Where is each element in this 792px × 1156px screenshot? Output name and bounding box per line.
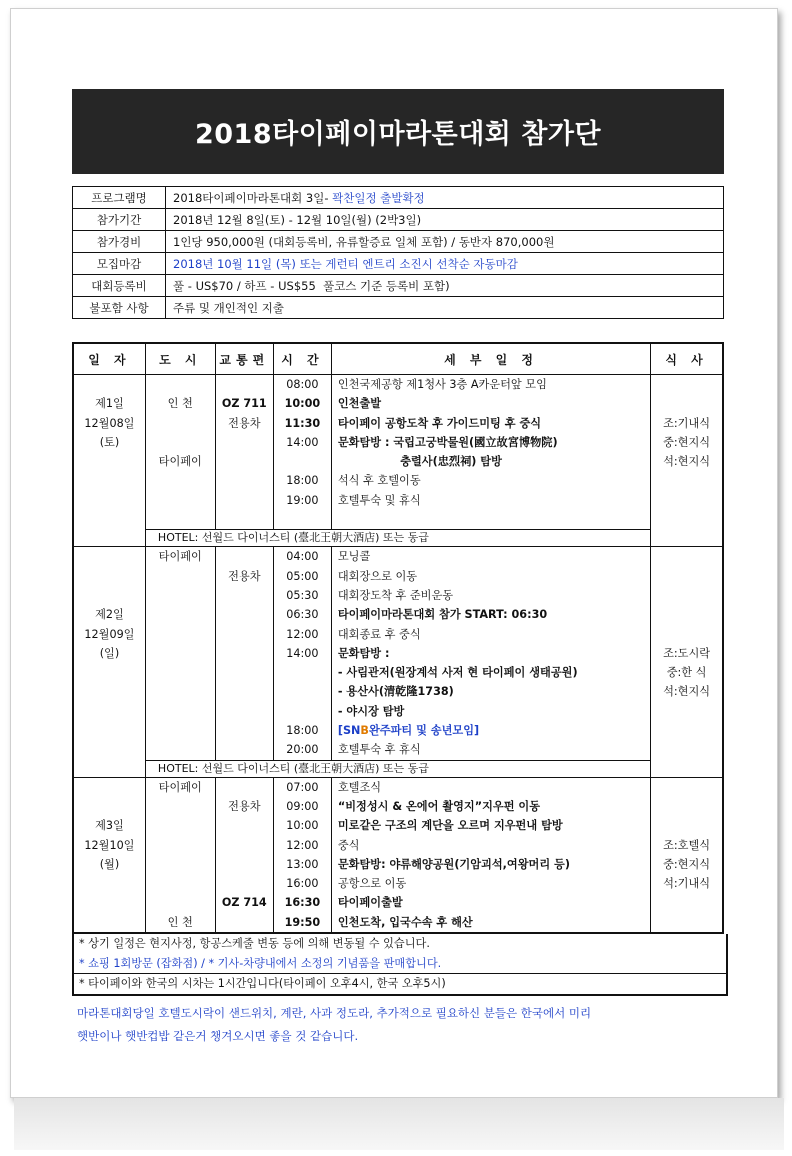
schedule-item: [338, 414, 650, 433]
schedule-item: [338, 394, 650, 413]
schedule-item: [338, 452, 650, 471]
schedule-time: [274, 682, 331, 701]
cell-line: 타이페이: [158, 780, 202, 794]
schedule-time: 12:00: [286, 627, 319, 641]
cell-line: [216, 874, 273, 893]
schedule-item: [338, 663, 650, 682]
text-part: 타이페이마라톤대회 참가 START: 06:30: [337, 608, 548, 622]
schedule-time: 05:30: [286, 588, 319, 602]
schedule-item: [338, 625, 650, 644]
schedule-item: [338, 855, 650, 874]
hotel-info: HOTEL: 선월드 다이너스티 (臺北王朝大酒店) 또는 동급: [145, 760, 650, 777]
cell-line: [216, 375, 273, 394]
schedule-time: 10:00: [284, 397, 321, 411]
cell-line: [651, 394, 722, 413]
schedule-time: 19:50: [284, 915, 321, 929]
footer-line: 햇반이나 햇반컵밥 같은거 챙겨오시면 좋을 것 같습니다.: [77, 1028, 359, 1043]
cell-line: [651, 375, 722, 394]
header-city: 도 시: [145, 343, 215, 375]
cell-line: [146, 414, 215, 433]
cell-line: 인 천: [167, 397, 193, 411]
cell-line: [651, 567, 722, 586]
text-part: 2018타이페이마라톤대회 3일-: [173, 190, 333, 205]
schedule-item: [338, 491, 650, 510]
info-row: [73, 209, 724, 231]
schedule-item: [338, 605, 650, 624]
schedule-time: 06:30: [286, 608, 319, 622]
text-part: - 야시장 탐방: [337, 704, 405, 718]
cell-line: [216, 913, 273, 932]
cell-line: [651, 586, 722, 605]
schedule-item: [338, 816, 650, 835]
hotel-row: [73, 760, 723, 777]
info-label: 대회등록비: [73, 275, 166, 297]
text-part: 인천도착, 입국수속 후 해산: [337, 915, 473, 929]
cell-line: [216, 491, 273, 510]
text-part: 2018년 12월 8일(토) - 12월 10일(월) (2박3일): [173, 212, 422, 227]
cell-line: [146, 797, 215, 816]
cell-line: [146, 816, 215, 835]
schedule-item: [338, 874, 650, 893]
cell-line: [216, 433, 273, 452]
cell-line: 타이페이: [158, 550, 202, 564]
text-part: 인천출발: [337, 397, 382, 411]
text-part: 호텔투숙 및 휴식: [337, 493, 421, 507]
text-part: 꽉찬일정 출발확정: [332, 190, 425, 205]
schedule-item: [338, 913, 650, 932]
cell-line: 인 천: [167, 915, 193, 929]
schedule-item: [338, 471, 650, 490]
cell-line: [74, 375, 145, 394]
day-meals-cell: [651, 375, 723, 530]
cell-line: 12월10일: [84, 838, 135, 852]
day-meals-cell: [651, 547, 723, 760]
cell-line: 조:기내식: [663, 416, 711, 430]
text-part: 인천국제공항 제1청사 3층 A카운터앞 모임: [337, 378, 547, 391]
cell-line: (월): [99, 857, 120, 871]
cell-line: 중:현지식: [663, 435, 711, 449]
program-info-table: [72, 186, 724, 319]
hotel-meal-spacer: [651, 530, 723, 547]
cell-line: [216, 836, 273, 855]
cell-line: [74, 797, 145, 816]
cell-line: 전용차: [228, 569, 261, 583]
text-part: 중식: [337, 838, 360, 852]
cell-line: [146, 491, 215, 510]
cell-line: [216, 510, 273, 529]
cell-line: [74, 586, 145, 605]
hotel-row: [73, 530, 723, 547]
text-part: 주류 및 개인적인 지출: [173, 300, 284, 315]
footer-line: 마라톤대회당일 호텔도시락이 샌드위치, 계란, 사과 정도라, 추가적으로 필요하신 분들은 한국에서 미리: [77, 1005, 592, 1020]
schedule-item: [338, 778, 650, 797]
day-transport-cell: [215, 777, 273, 933]
cell-line: 조:도시락: [663, 646, 711, 660]
cell-line: [216, 547, 273, 566]
schedule-item: [338, 644, 650, 663]
text-part: 미로같은 구조의 계단을 오르며 지우펀내 탐방: [337, 819, 563, 833]
day-meals-cell: [651, 777, 723, 933]
schedule-item: [338, 797, 650, 816]
info-row: [73, 231, 724, 253]
cell-line: 석:기내식: [663, 877, 711, 891]
cell-line: [651, 816, 722, 835]
info-value: [166, 297, 724, 319]
day-row: [73, 777, 723, 933]
schedule-item: [338, 702, 650, 721]
info-label: 모집마감: [73, 253, 166, 275]
day-transport-cell: [215, 547, 273, 760]
cell-line: [651, 797, 722, 816]
cell-line: 12월08일: [84, 416, 135, 430]
cell-line: [651, 625, 722, 644]
schedule-time: 04:00: [286, 550, 319, 564]
cell-line: [216, 778, 273, 797]
text-part: 공항으로 이동: [337, 877, 407, 891]
itinerary-table: [72, 342, 724, 934]
cell-line: 중:현지식: [663, 857, 711, 871]
hotel-spacer: [73, 530, 145, 547]
cell-line: [651, 605, 722, 624]
note-line: * 타이페이와 한국의 시차는 1시간입니다(타이페이 오후4시, 한국 오후5시): [74, 973, 726, 994]
header-date: 일 자: [73, 343, 145, 375]
cell-line: [216, 471, 273, 490]
text-part: 풀 - US$70 / 하프 - US$55 풀코스 기준 등록비 포함): [173, 278, 450, 293]
schedule-time: 14:00: [286, 646, 319, 660]
day-details-cell: [331, 547, 650, 760]
schedule-item: [338, 375, 650, 394]
notes-box: [72, 934, 728, 996]
info-value: [166, 209, 724, 231]
cell-line: 조:호텔식: [663, 838, 711, 852]
header-transport: 교통편: [215, 343, 273, 375]
cell-line: 제3일: [95, 819, 124, 833]
cell-line: OZ 711: [221, 397, 267, 411]
schedule-item: [338, 567, 650, 586]
cell-line: 석:현지식: [663, 685, 711, 699]
cell-line: [216, 816, 273, 835]
day-date-cell: [73, 777, 145, 933]
schedule-time: 09:00: [286, 799, 319, 813]
cell-line: [146, 433, 215, 452]
cell-line: [651, 778, 722, 797]
schedule-time: 13:00: [286, 857, 319, 871]
info-value: [166, 253, 724, 275]
schedule-time: [274, 452, 331, 471]
text-part: 대회장도착 후 준비운동: [337, 588, 454, 602]
itinerary-header-row: [73, 343, 723, 375]
info-value: [166, 275, 724, 297]
cell-line: [74, 778, 145, 797]
text-part: 2018년 10월 11일 (목) 또는 게런티 엔트리 소진시 선착순 자동마감: [173, 256, 518, 271]
cell-line: [216, 855, 273, 874]
day-time-cell: [273, 547, 331, 760]
day-time-cell: [273, 375, 331, 530]
text-part: 대회장으로 이동: [337, 569, 418, 583]
info-label: 불포함 사항: [73, 297, 166, 319]
hotel-spacer: [73, 760, 145, 777]
header-time: 시 간: [273, 343, 331, 375]
cell-line: (일): [99, 646, 120, 660]
day-transport-cell: [215, 375, 273, 530]
cell-line: [651, 547, 722, 566]
info-label: 참가기간: [73, 209, 166, 231]
schedule-time: 19:00: [286, 493, 319, 507]
info-row: [73, 275, 724, 297]
cell-line: 중:한 식: [666, 666, 707, 680]
info-value: [166, 231, 724, 253]
schedule-time: [274, 702, 331, 721]
schedule-item: [338, 586, 650, 605]
info-row: [73, 187, 724, 209]
cell-line: [146, 893, 215, 912]
schedule-time: [274, 663, 331, 682]
text-part: 타이페이출발: [337, 896, 403, 910]
cell-line: [216, 452, 273, 471]
day-date-cell: [73, 547, 145, 760]
text-part: 대회종료 후 중식: [337, 627, 421, 641]
text-part: 완주파티 및 송년모임]: [368, 724, 480, 738]
day-details-cell: [331, 375, 650, 530]
text-part: 호텔조식: [337, 780, 382, 794]
cell-line: [146, 471, 215, 490]
schedule-time: 18:00: [286, 474, 319, 488]
schedule-time: 14:00: [286, 435, 319, 449]
schedule-time: 20:00: [286, 743, 319, 757]
text-part: 문화탐방 : 국립고궁박물원(國立故宮博物院): [337, 435, 558, 449]
text-part: 충렬사(忠烈祠) 탐방: [337, 455, 502, 469]
schedule-item: [338, 740, 650, 759]
schedule-item: [338, 433, 650, 452]
text-part: 모닝콜: [337, 550, 371, 564]
day-row: [73, 375, 723, 530]
schedule-time: 08:00: [286, 378, 319, 391]
cell-line: [146, 375, 215, 394]
schedule-item: [338, 721, 650, 740]
schedule-time: 11:30: [284, 416, 321, 430]
page-bottom-shadow: [14, 1098, 784, 1150]
day-city-cell: [145, 777, 215, 933]
schedule-time: 07:00: [286, 780, 319, 794]
text-part: - 용산사(清乾隆1738): [337, 685, 454, 699]
footer-note: [77, 1002, 717, 1048]
schedule-item: [338, 836, 650, 855]
cell-line: 석:현지식: [663, 455, 711, 469]
text-part: 호텔투숙 후 휴식: [337, 743, 421, 757]
text-part: 타이페이 공항도착 후 가이드미팅 후 중식: [337, 416, 542, 430]
schedule-time: 10:00: [286, 819, 319, 833]
schedule-time: 05:00: [286, 569, 319, 583]
text-part: B: [360, 724, 369, 738]
schedule-time: 16:30: [284, 896, 321, 910]
text-part: 문화탐방 :: [337, 646, 390, 660]
text-part: [SN: [337, 724, 361, 738]
day-date-cell: [73, 375, 145, 530]
day-time-cell: [273, 777, 331, 933]
cell-line: [146, 836, 215, 855]
text-part: 석식 후 호텔이동: [337, 474, 421, 488]
header-meals: 식 사: [651, 343, 723, 375]
day-city-cell: [145, 547, 215, 760]
day-details-cell: [331, 777, 650, 933]
hotel-info: HOTEL: 선월드 다이너스티 (臺北王朝大酒店) 또는 동급: [145, 530, 650, 547]
cell-line: 제2일: [95, 608, 124, 622]
info-value: [166, 187, 724, 209]
text-part: 1인당 950,000원 (대회등록비, 유류할증료 일체 포함) / 동반자 870,000원: [173, 234, 555, 249]
page-title: 2018타이페이마라톤대회 참가단: [72, 89, 724, 174]
text-part: “비정성시 & 온에어 촬영지”지우펀 이동: [337, 799, 541, 813]
header-details: 세 부 일 정: [331, 343, 650, 375]
note-line: * 쇼핑 1회방문 (잡화점) / * 기사-차량내에서 소정의 기념품을 판매합니다.: [79, 956, 442, 970]
cell-line: [146, 855, 215, 874]
note-line: * 상기 일정은 현지사정, 항공스케줄 변동 등에 의해 변동될 수 있습니다.: [79, 937, 430, 951]
day-row: [73, 547, 723, 760]
schedule-item: [338, 547, 650, 566]
info-row: [73, 253, 724, 275]
cell-line: OZ 714: [221, 896, 267, 910]
schedule-time: 18:00: [286, 724, 319, 738]
cell-line: 전용차: [228, 416, 261, 430]
schedule-item: [338, 682, 650, 701]
info-label: 참가경비: [73, 231, 166, 253]
cell-line: (토): [99, 435, 120, 449]
cell-line: 전용차: [228, 799, 261, 813]
schedule-time: 12:00: [286, 838, 319, 852]
cell-line: [74, 547, 145, 566]
text-part: - 사림관저(원장계석 사저 현 타이페이 생태공원): [337, 666, 578, 680]
schedule-item: [338, 893, 650, 912]
cell-line: [146, 874, 215, 893]
cell-line: 제1일: [95, 397, 124, 411]
schedule-time: 16:00: [286, 877, 319, 891]
cell-line: [74, 567, 145, 586]
hotel-meal-spacer: [651, 760, 723, 777]
cell-line: 12월09일: [84, 627, 135, 641]
info-row: [73, 297, 724, 319]
cell-line: 타이페이: [158, 455, 202, 469]
text-part: 문화탐방: 야류해양공원(기암괴석,여왕머리 등): [337, 857, 570, 871]
info-label: 프로그램명: [73, 187, 166, 209]
cell-line: [146, 510, 215, 529]
day-city-cell: [145, 375, 215, 530]
